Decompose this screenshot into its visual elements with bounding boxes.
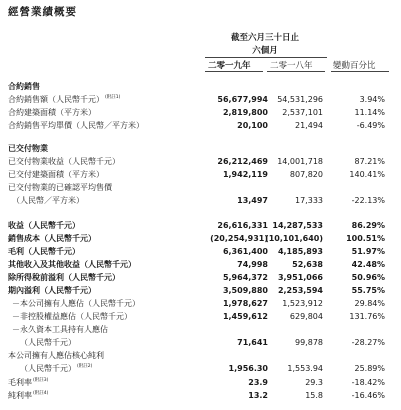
table-row — [0, 297, 401, 310]
column-header-change: 變動百分比 — [333, 61, 376, 71]
value-change: -6.49% — [356, 121, 385, 130]
table-row — [0, 284, 401, 297]
value-2019: 56,677,994 — [217, 95, 268, 104]
row-label: （人民幣千元） — [20, 338, 76, 347]
value-2019: 1,978,627 — [222, 299, 268, 308]
value-2019: 71,641 — [237, 338, 268, 347]
value-2019: 13.2 — [248, 391, 268, 400]
value-2019: 23.9 — [248, 378, 268, 387]
table-row — [0, 168, 401, 181]
footnote-ref: (附註3) — [33, 378, 49, 383]
value-2019: 5,964,372 — [222, 273, 268, 282]
table-row — [0, 389, 401, 402]
page-title: 經營業績概要 — [8, 6, 77, 18]
row-label: 本公司擁有人應佔核心純利 — [8, 351, 104, 360]
table-row — [0, 232, 401, 245]
value-2018: 54,531,296 — [277, 95, 323, 104]
value-change: 51.97% — [351, 247, 385, 256]
value-change: 11.14% — [354, 108, 385, 117]
value-2018: 99,878 — [295, 338, 323, 347]
value-2019: (20,254,931) — [210, 234, 268, 243]
value-change: 87.21% — [354, 157, 385, 166]
row-label: 合約建築面積（平方米） — [8, 108, 96, 117]
table-row — [0, 323, 401, 336]
value-2018: 29.3 — [305, 378, 323, 387]
value-2018: 629,804 — [289, 312, 323, 321]
value-2018: (10,101,640) — [265, 234, 323, 243]
table-row — [0, 194, 401, 207]
value-2019: 1,459,612 — [222, 312, 268, 321]
value-change: 131.76% — [349, 312, 385, 321]
value-2019: 74,998 — [237, 260, 268, 269]
row-label: （人民幣／平方米） — [12, 196, 84, 205]
footnote-ref: (附註4) — [33, 391, 49, 396]
value-change: 42.48% — [351, 260, 385, 269]
table-row — [0, 271, 401, 284]
table-row — [0, 181, 401, 194]
value-2019: 3,509,880 — [222, 286, 268, 295]
row-label: 毛利率$^{(附註3)}$ — [8, 378, 49, 387]
value-change: -28.27% — [351, 338, 385, 347]
row-label: －永久資本工具持有人應佔 — [12, 325, 108, 334]
value-2018: 2,253,594 — [277, 286, 323, 295]
period-header-line2: 六個月 — [252, 46, 278, 56]
value-2018: 1,523,912 — [282, 299, 323, 308]
value-2018: 14,001,718 — [277, 157, 323, 166]
value-2018: 21,494 — [295, 121, 323, 130]
row-label: －非控股權益應佔（人民幣千元） — [12, 312, 132, 321]
period-underline — [205, 57, 327, 58]
table-row — [0, 93, 401, 106]
value-change: 3.94% — [359, 95, 385, 104]
value-2019: 1,956.30 — [228, 364, 268, 373]
value-2018: 17,333 — [295, 196, 323, 205]
table-row — [0, 119, 401, 132]
value-change: 50.96% — [351, 273, 385, 282]
value-change: -18.42% — [351, 378, 385, 387]
value-change: -16.46% — [351, 391, 385, 400]
value-2018: 2,537,101 — [282, 108, 323, 117]
row-label: 已交付物業 — [8, 144, 48, 153]
footnote-ref: (附註2) — [77, 364, 93, 369]
value-2019: 13,497 — [237, 196, 268, 205]
value-change: 55.75% — [351, 286, 385, 295]
value-change: -22.13% — [351, 196, 385, 205]
section-heading — [0, 80, 401, 93]
value-2019: 26,212,469 — [217, 157, 268, 166]
value-change: 140.41% — [349, 170, 385, 179]
row-label: 除所得稅前溢利（人民幣千元） — [8, 273, 120, 282]
section-heading — [0, 142, 401, 155]
value-2018: 15.8 — [305, 391, 323, 400]
table-row — [0, 362, 401, 375]
row-label: 已交付建築面積（平方米） — [8, 170, 104, 179]
row-label: 期內溢利（人民幣千元） — [8, 286, 96, 295]
column-underline-2019 — [205, 71, 263, 72]
value-2019: 2,819,800 — [222, 108, 268, 117]
value-change: 29.84% — [354, 299, 385, 308]
value-2018: 1,553.94 — [287, 364, 323, 373]
value-2018: 4,185,893 — [277, 247, 323, 256]
table-row — [0, 245, 401, 258]
table-row — [0, 349, 401, 362]
row-label: 合約銷售額（人民幣千元）$^{(附註1)}$ — [8, 95, 121, 104]
value-2019: 26,616,331 — [217, 221, 268, 230]
table-row — [0, 258, 401, 271]
value-2018: 3,951,066 — [277, 273, 323, 282]
row-label: 合約銷售平均單價（人民幣／平方米） — [8, 121, 144, 130]
value-2018: 807,820 — [289, 170, 323, 179]
period-header-line1: 截至六月三十日止 — [230, 33, 299, 43]
row-label: 純利率$^{(附註4)}$ — [8, 391, 49, 400]
row-label: 已交付物業的已確認平均售價 — [8, 183, 112, 192]
row-label: 收益（人民幣千元） — [8, 221, 80, 230]
column-header-2018: 二零一八年 — [270, 61, 313, 71]
row-label: （人民幣千元）$^{(附註2)}$ — [20, 364, 93, 373]
value-2018: 14,287,533 — [272, 221, 323, 230]
footnote-ref: (附註1) — [105, 95, 121, 100]
table-row — [0, 376, 401, 389]
value-2019: 20,100 — [237, 121, 268, 130]
value-2019: 6,361,400 — [222, 247, 268, 256]
table-row — [0, 336, 401, 349]
table-row — [0, 219, 401, 232]
column-header-2019: 二零一九年 — [208, 61, 251, 71]
column-underline-2018 — [267, 71, 325, 72]
value-change: 25.89% — [354, 364, 385, 373]
column-underline-change — [331, 71, 389, 72]
value-2018: 52,638 — [292, 260, 323, 269]
table-row — [0, 106, 401, 119]
value-change: 100.51% — [346, 234, 385, 243]
table-row — [0, 310, 401, 323]
row-label: 已交付物業收益（人民幣千元） — [8, 157, 120, 166]
table-row — [0, 155, 401, 168]
row-label: －本公司擁有人應佔（人民幣千元） — [12, 299, 140, 308]
row-label: 銷售成本（人民幣千元） — [8, 234, 96, 243]
value-2019: 1,942,119 — [222, 170, 268, 179]
value-change: 86.29% — [351, 221, 385, 230]
row-label: 其他收入及其他收益（人民幣千元） — [8, 260, 136, 269]
row-label: 毛利（人民幣千元） — [8, 247, 80, 256]
row-label: 合約銷售 — [8, 82, 40, 91]
